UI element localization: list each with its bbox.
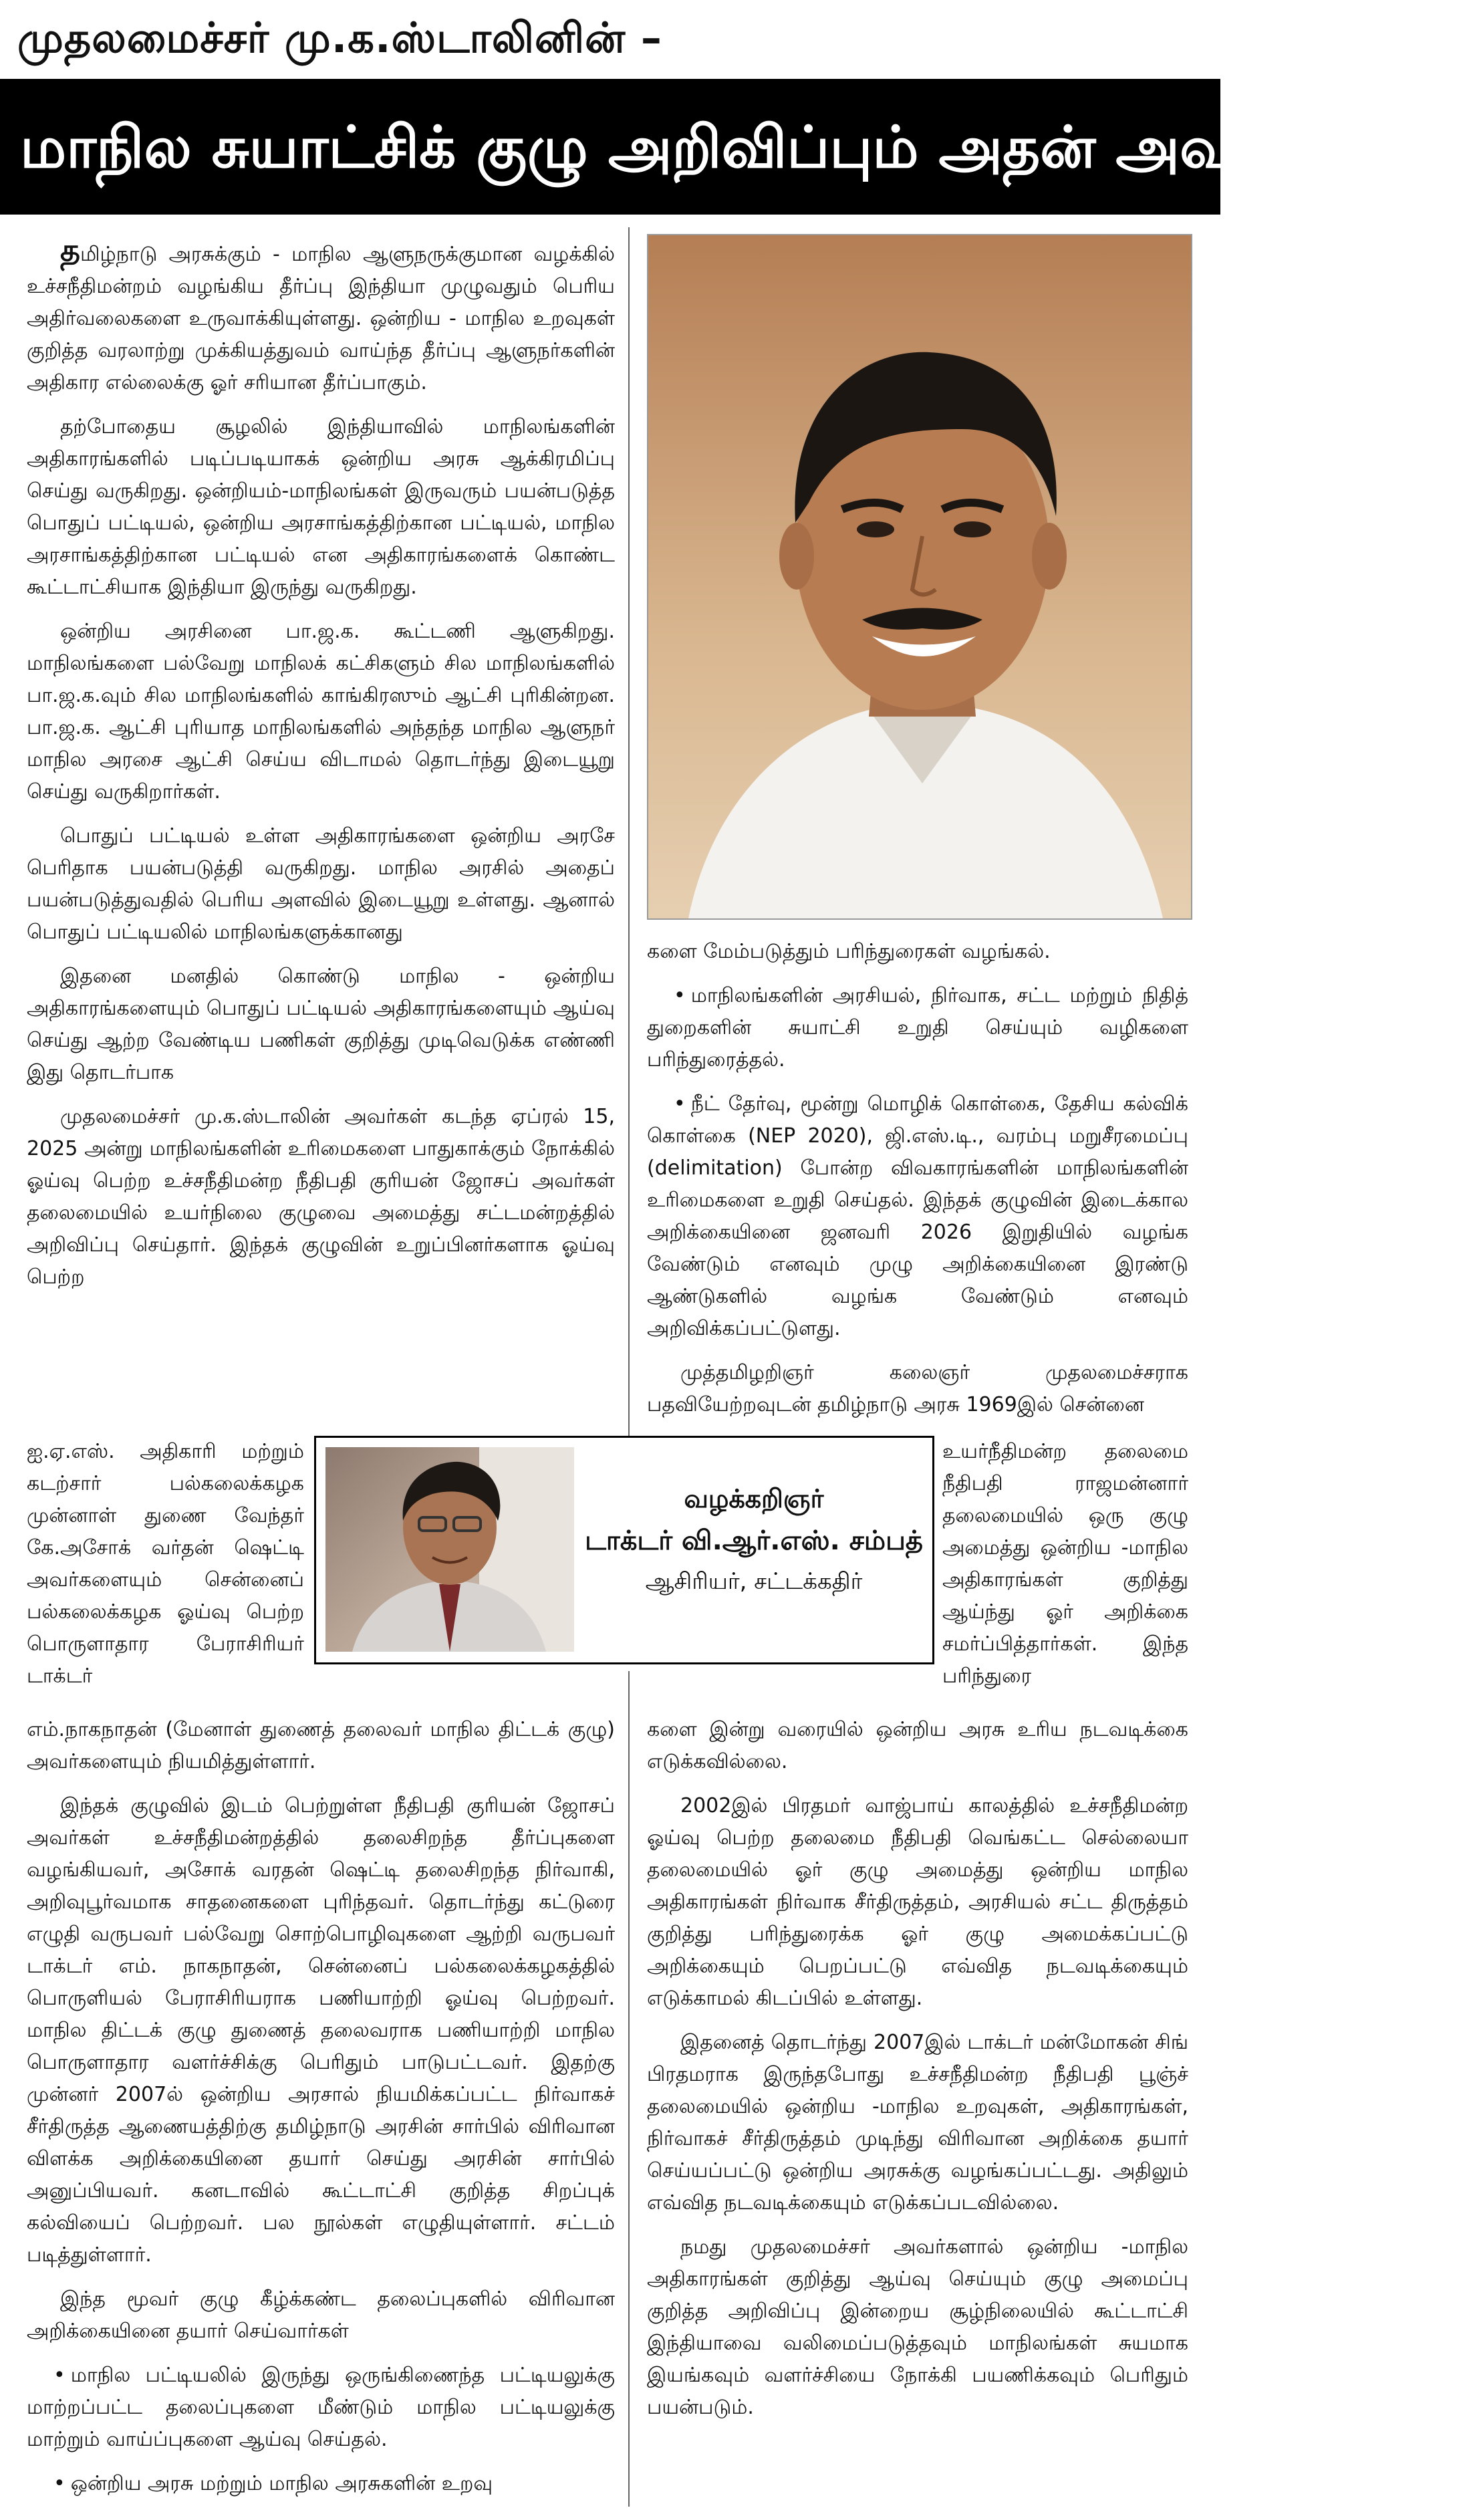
author-photo <box>325 1447 574 1652</box>
paragraph: ஒன்றிய அரசினை பா.ஜ.க. கூட்டணி ஆளுகிறது. மாநிலங்களை பல்வேறு மாநிலக் கட்சிகளும் சில மாநிலங்களில் பா.ஜ.க.வும் சில மாநிலங்களில் காங்கிரஸும் ஆட்சி புரிகின்றன. பா.ஜ.க. ஆட்சி புரியாத மாநிலங்களில் அந்தந்த மாநில ஆளுநர் மாநில அரசை ஆட்சி செய்ய விடாமல் தொடர்ந்து இடையூறு செய்து வருகிறார்கள். <box>27 620 615 803</box>
author-box <box>314 1436 934 1664</box>
bullet-icon: • <box>674 1092 686 1116</box>
bullet-text: மாநில பட்டியலில் இருந்து ஒருங்கிணைந்த பட்டியலுக்கு மாற்றப்பட்ட தலைப்புகளை மீண்டும் மாநில பட்டியலுக்கு மாற்றும் வாய்ப்புகளை ஆய்வு செய்தல். <box>27 2364 615 2451</box>
right-wrap-column <box>942 1436 1188 1705</box>
paragraph: களை மேம்படுத்தும் பரிந்துரைகள் வழங்கல். <box>647 940 1051 963</box>
paragraph: உயர்நீதிமன்ற தலைமை நீதிபதி ராஜமன்னார் தலைமையில் ஒரு குழு அமைத்து ஒன்றிய -மாநில அதிகாரங்கள் குறித்து ஆய்ந்து ஓர் அறிக்கை சமர்ப்பித்தார்கள். இந்த பரிந்துரை <box>942 1440 1188 1688</box>
bullet-text: நீட் தேர்வு, மூன்று மொழிக் கொள்கை, தேசிய கல்விக் கொள்கை (NEP 2020), ஜி.எஸ்.டி., வரம்பு மறுசீரமைப்பு (delimitation) போன்ற விவகாரங்களின் மாநிலங்களின் உரிமைகளை உறுதி செய்தல். இந்தக் குழுவின் இடைக்கால அறிக்கையினை ஜனவரி 2026 இறுதியில் வழங்க வேண்டும் எனவும் முழு அறிக்கையினை இரண்டு ஆண்டுகளில் வழங்க வேண்டும் எனவும் அறிவிக்கப்பட்டுளது. <box>647 1092 1188 1340</box>
left-wrap-column <box>27 1436 304 1705</box>
paragraph: ஐ.ஏ.எஸ். அதிகாரி மற்றும் கடற்சார் பல்கலைக்கழக முன்னாள் துணை வேந்தர் கே.அசோக் வர்தன் ஷெட்டி அவர்களையும் சென்னைப் பல்கலைக்கழக ஓய்வு பெற்ற பொருளாதார பேராசிரியர் டாக்டர் <box>27 1440 304 1688</box>
column-divider-lower <box>628 1671 630 2507</box>
paragraph: பொதுப் பட்டியல் உள்ள அதிகாரங்களை ஒன்றிய அரசே பெரிதாக பயன்படுத்தி வருகிறது. மாநில அரசில் அதைப் பயன்படுத்துவதில் பெரிய அளவில் இடையூறு உள்ளது. ஆனால் பொதுப் பட்டியலில் மாநிலங்களுக்கானது <box>27 824 615 944</box>
kicker-band <box>0 0 1220 81</box>
author-role: வழக்கறிஞர் <box>684 1484 824 1513</box>
bullet-icon: • <box>674 984 686 1007</box>
paragraph: 2002இல் பிரதமர் வாஜ்பாய் காலத்தில் உச்சநீதிமன்ற ஓய்வு பெற்ற தலைமை நீதிபதி வெங்கட்ட செல்லையா தலைமையில் ஓர் குழு அமைத்து ஒன்றிய மாநில அதிகாரங்கள் நிர்வாக சீர்திருத்தம், அரசியல் சட்ட திருத்தம் குறித்து பரிந்துரைக்க ஓர் குழு அமைக்கப்பட்டு அறிக்கையும் பெறப்பட்டு எவ்வித நடவடிக்கையும் எடுக்காமல் கிடப்பில் உள்ளது. <box>647 1794 1188 2010</box>
bullet-item <box>27 2468 615 2500</box>
portrait-illustration <box>648 235 1191 918</box>
paragraph: இந்த மூவர் குழு கீழ்க்கண்ட தலைப்புகளில் விரிவான அறிக்கையினை தயார் செய்வார்கள் <box>27 2287 615 2343</box>
paragraph: இந்தக் குழுவில் இடம் பெற்றுள்ள நீதிபதி குரியன் ஜோசப் அவர்கள் உச்சநீதிமன்றத்தில் தலைசிறந்த தீர்ப்புகளை வழங்கியவர், அசோக் வரதன் ஷெட்டி தலைசிறந்த நிர்வாகி, அறிவுபூர்வமாக சாதனைகளை புரிந்தவர். தொடர்ந்து கட்டுரை எழுதி வருபவர் பல்வேறு சொற்பொழிவுகளை ஆற்றி வருபவர் டாக்டர் எம். நாகநாதன், சென்னைப் பல்கலைக்கழகத்தில் பொருளியல் பேராசிரியராக பணியாற்றி ஓய்வு பெற்றவர். மாநில திட்டக் குழு துணைத் தலைவராக பணியாற்றி மாநில பொருளாதார வளர்ச்சிக்கு பெரிதும் பாடுபட்டவர். இதற்கு முன்னர் 2007ல் ஒன்றிய அரசால் நியமிக்கப்பட்ட நிர்வாகச் சீர்திருத்த ஆணையத்திற்கு தமிழ்நாடு அரசின் சார்பில் விரிவான விளக்க அறிக்கையினை தயார் செய்து அரசின் சார்பில் அனுப்பியவர். கனடாவில் கூட்டாட்சி குறித்த சிறப்புக் கல்வியைப் பெற்றவர். பல நூல்கள் எழுதியுள்ளார். சட்டம் படித்துள்ளார். <box>27 1794 615 2267</box>
author-designation: ஆசிரியர், சட்டக்கதிர் <box>645 1568 863 1595</box>
headline-text: மாநில சுயாட்சிக் குழு அறிவிப்பும் அதன் அவசியமும்! <box>20 114 1465 181</box>
paragraph: முதலமைச்சர் மு.க.ஸ்டாலின் அவர்கள் கடந்த ஏப்ரல் 15, 2025 அன்று மாநிலங்களின் உரிமைகளை பாதுகாக்கும் நோக்கில் ஓய்வு பெற்ற உச்சநீதிமன்ற நீதிபதி குரியன் ஜோசப் அவர்கள் தலைமையில் உயர்நிலை குழுவை அமைத்து சட்டமன்றத்தில் அறிவிப்பு செய்தார். இந்தக் குழுவின் உறுப்பினர்களாக ஓய்வு பெற்ற <box>27 1105 615 1289</box>
author-credit <box>583 1478 924 1601</box>
paragraph: எம்.நாகநாதன் (மேனாள் துணைத் தலைவர் மாநில திட்டக் குழு) அவர்களையும் நியமித்துள்ளார். <box>27 1718 615 1773</box>
paragraph: களை இன்று வரையில் ஒன்றிய அரசு உரிய நடவடிக்கை எடுக்கவில்லை. <box>647 1718 1188 1773</box>
bullet-item <box>647 980 1188 1076</box>
paragraph: தற்போதைய சூழலில் இந்தியாவில் மாநிலங்களின் அதிகாரங்களில் படிப்படியாகக் ஒன்றிய அரசு ஆக்கிரமிப்பு செய்து வருகிறது. ஒன்றியம்-மாநிலங்கள் இருவரும் பயன்படுத்த பொதுப் பட்டியல், ஒன்றிய அரசாங்கத்திற்கான பட்டியல், மாநில அரசாங்கத்திற்கான பட்டியல் என அதிகாரங்களைக் கொண்ட கூட்டாட்சியாக இந்தியா இருந்து வருகிறது. <box>27 415 615 599</box>
right-column <box>647 936 1188 1433</box>
bullet-icon: • <box>53 2472 65 2495</box>
headline-band <box>0 81 1465 215</box>
left-column <box>27 234 615 1305</box>
right-bottom-column <box>647 1714 1188 2436</box>
kicker-text: முதலமைச்சர் மு.க.ஸ்டாலினின் – <box>17 13 662 62</box>
paragraph: நமது முதலமைச்சர் அவர்களால் ஒன்றிய -மாநில அதிகாரங்கள் குறித்து ஆய்வு செய்யும் குழு அமைப்பு குறித்த அறிவிப்பு இன்றைய சூழ்நிலையில் கூட்டாட்சி இந்தியாவை வலிமைப்படுத்தவும் மாநிலங்கள் சுயமாக இயங்கவும் வளர்ச்சியை நோக்கி பயணிக்கவும் பெரிதும் பயன்படும். <box>647 2235 1188 2419</box>
bullet-text: ஒன்றிய அரசு மற்றும் மாநில அரசுகளின் உறவு <box>70 2472 493 2495</box>
bullet-text: மாநிலங்களின் அரசியல், நிர்வாக, சட்ட மற்றும் நிதித் துறைகளின் சுயாட்சி உறுதி செய்யும் வழிகளை பரிந்துரைத்தல். <box>647 984 1188 1072</box>
author-illustration <box>325 1447 574 1652</box>
bullet-icon: • <box>53 2364 65 2387</box>
paragraph: தமிழ்நாடு அரசுக்கும் - மாநில ஆளுநருக்குமான வழக்கில் உச்சநீதிமன்றம் வழங்கிய தீர்ப்பு இந்தியா முழுவதும் பெரிய அதிர்வலைகளை உருவாக்கியுள்ளது. ஒன்றிய - மாநில உறவுகள் குறித்த வரலாற்று முக்கியத்துவம் வாய்ந்த தீர்ப்பு ஆளுநர்களின் அதிகார எல்லைக்கு ஓர் சரியான தீர்ப்பாகும். <box>27 232 615 394</box>
paragraph: இதனை மனதில் கொண்டு மாநில - ஒன்றிய அதிகாரங்களையும் பொதுப் பட்டியல் அதிகாரங்களையும் ஆய்வு செய்து ஆற்ற வேண்டிய பணிகள் குறித்து முடிவெடுக்க எண்ணி இது தொடர்பாக <box>27 965 615 1084</box>
paragraph: முத்தமிழறிஞர் கலைஞர் முதலமைச்சராக பதவியேற்றவுடன் தமிழ்நாடு அரசு 1969இல் சென்னை <box>647 1361 1188 1416</box>
bullet-item <box>647 1088 1188 1345</box>
author-name: டாக்டர் வி.ஆர்.எஸ். சம்பத் <box>585 1525 923 1556</box>
left-bottom-column <box>27 1714 615 2512</box>
portrait-photo <box>647 234 1192 920</box>
paragraph: இதனைத் தொடர்ந்து 2007இல் டாக்டர் மன்மோகன் சிங் பிரதமராக இருந்தபோது உச்சநீதிமன்ற நீதிபதி பூஞ்ச் தலைமையில் ஒன்றிய -மாநில உறவுகள், அதிகாரங்கள், நிர்வாகச் சீர்திருத்தம் முடிந்து விரிவான அறிக்கை தயார் செய்யப்பட்டு ஒன்றிய அரசுக்கு வழங்கப்பட்டது. அதிலும் எவ்வித நடவடிக்கையும் எடுக்கப்படவில்லை. <box>647 2031 1188 2215</box>
bullet-item <box>27 2360 615 2456</box>
